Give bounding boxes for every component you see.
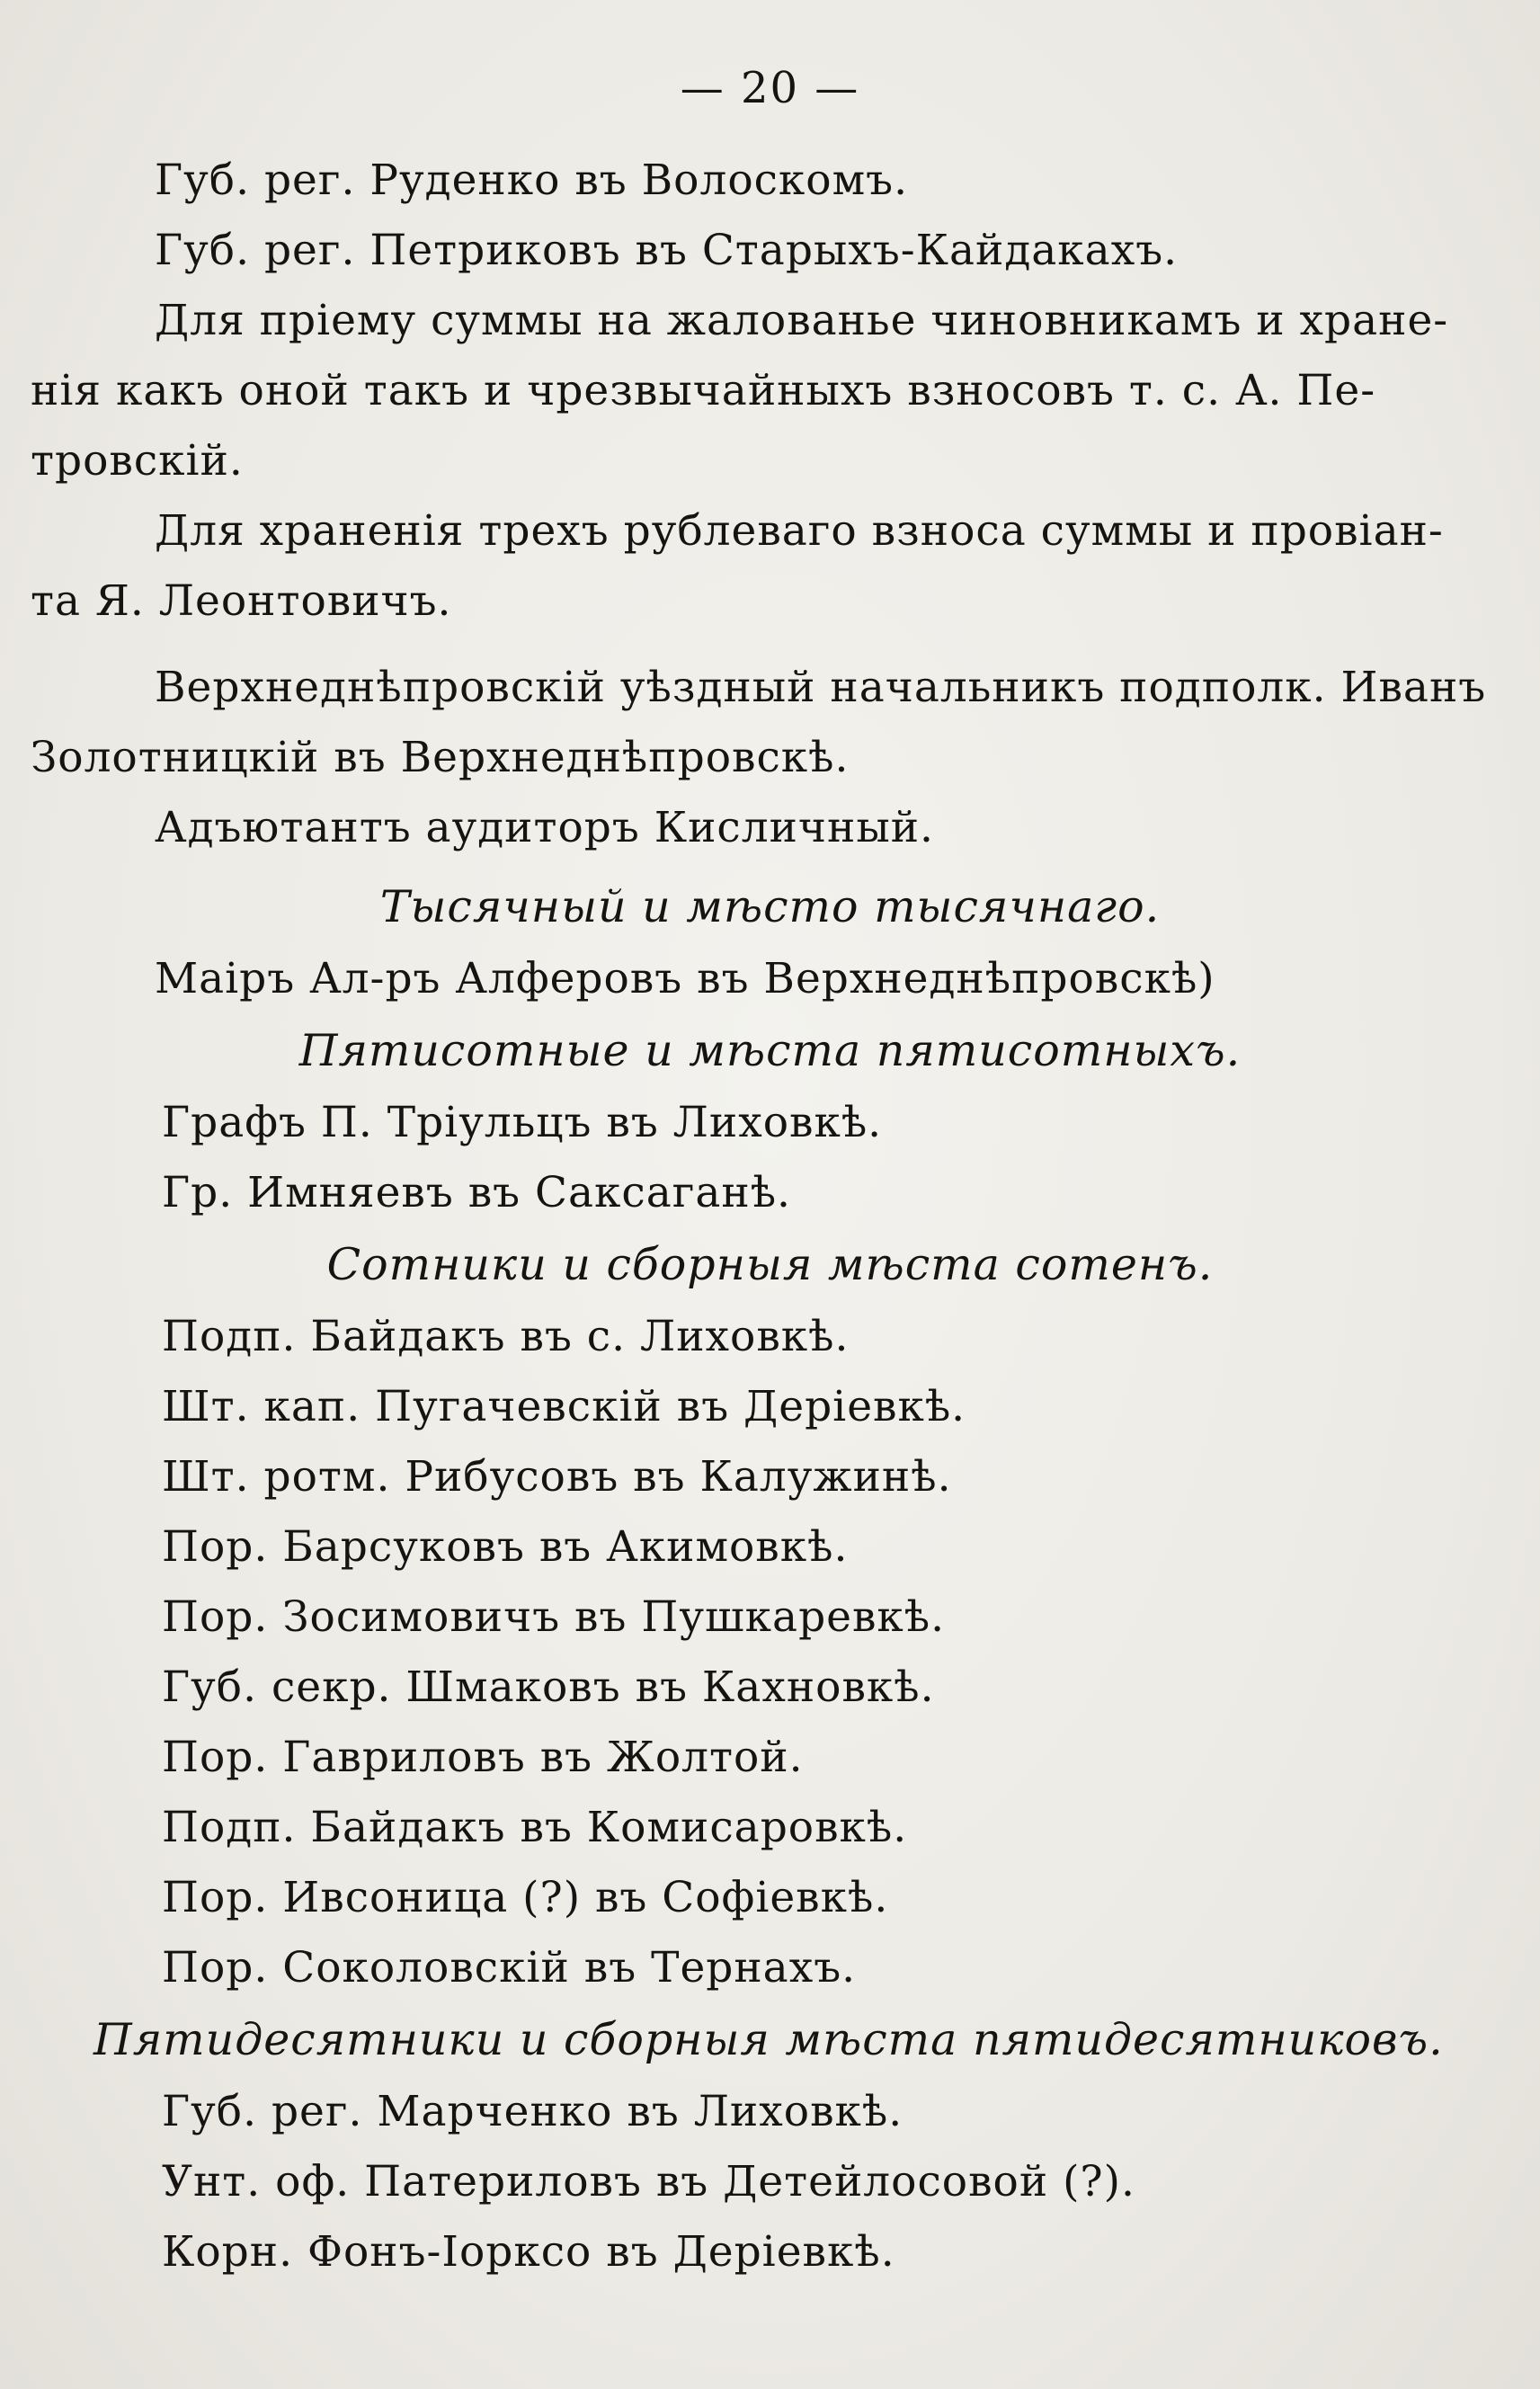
list-item: Губ. секр. Шмаковъ въ Кахновкѣ.: [162, 1662, 935, 1712]
list-item: Пор. Ивсоница (?) въ Софіевкѣ.: [162, 1873, 889, 1922]
section-heading: Пятисотные и мѣста пятисотныхъ.: [298, 1025, 1242, 1076]
paragraph-salary-fund: [31, 286, 1509, 496]
list-item: Гр. Имняевъ въ Саксаганѣ.: [162, 1168, 791, 1217]
list-item: Шт. кап. Пугачевскій въ Деріевкѣ.: [162, 1382, 966, 1431]
text-line: нія какъ оной такъ и чрезвычайныхъ взносовъ т. с. А. Пе-: [31, 366, 1376, 415]
spacer: [31, 863, 1509, 870]
paragraph-provisions: [31, 496, 1509, 637]
list-item: Шт. ротм. Рибусовъ въ Калужинѣ.: [162, 1452, 952, 1502]
list-item: Губ. рег. Марченко въ Лиховкѣ.: [162, 2087, 904, 2136]
list-item: Графъ П. Тріульцъ въ Лиховкѣ.: [162, 1098, 883, 1147]
spacer: [31, 637, 1509, 653]
text-line: Для храненія трехъ рублеваго взноса суммы и провіан-: [155, 506, 1444, 556]
list-item: Пор. Барсуковъ въ Акимовкѣ.: [162, 1522, 849, 1572]
list-item: Маіръ Ал-ръ Алферовъ въ Верхнеднѣпровскѣ): [155, 954, 1215, 1003]
text-line: Верхнеднѣпровскій уѣздный начальникъ подполк. Иванъ: [155, 663, 1487, 712]
section-fifties: [31, 2003, 1509, 2287]
section-thousand: [31, 870, 1509, 1014]
text-line: Губ. рег. Петриковъ въ Старыхъ-Кайдакахъ.: [155, 226, 1179, 275]
text-line: та Я. Леонтовичъ.: [31, 576, 452, 626]
list-item: Пор. Гавриловъ въ Жолтой.: [162, 1733, 804, 1782]
section-hundreds: [31, 1228, 1509, 2003]
page-number: — 20 —: [680, 63, 860, 113]
section-heading: Пятидесятники и сборныя мѣста пятидесятниковъ.: [93, 2014, 1444, 2065]
list-item: Подп. Байдакъ въ Комисаровкѣ.: [162, 1803, 908, 1852]
list-item: Пор. Соколовскій въ Тернахъ.: [162, 1943, 857, 1992]
text-line: Для пріему суммы на жалованье чиновникамъ и хране-: [155, 296, 1449, 345]
list-item: Унт. оф. Патериловъ въ Детейлосовой (?).: [162, 2157, 1135, 2206]
section-heading: Тысячный и мѣсто тысячнаго.: [379, 881, 1161, 932]
text-line: Адъютантъ аудиторъ Кисличный.: [155, 803, 934, 852]
list-item: Подп. Байдакъ въ с. Лиховкѣ.: [162, 1312, 850, 1361]
list-item: Пор. Зосимовичъ въ Пушкаревкѣ.: [162, 1592, 946, 1642]
text-line: Золотницкій въ Верхнеднѣпровскѣ.: [31, 733, 850, 782]
section-heading: Сотники и сборныя мѣста сотенъ.: [326, 1239, 1214, 1290]
paragraph-district-chief: [31, 653, 1509, 793]
section-five-hundred: [31, 1014, 1509, 1228]
text-line: тровскій.: [31, 436, 244, 486]
list-item: Корн. Фонъ-Іорксо въ Деріевкѣ.: [162, 2227, 895, 2277]
text-line: Губ. рег. Руденко въ Волоскомъ.: [155, 156, 909, 205]
